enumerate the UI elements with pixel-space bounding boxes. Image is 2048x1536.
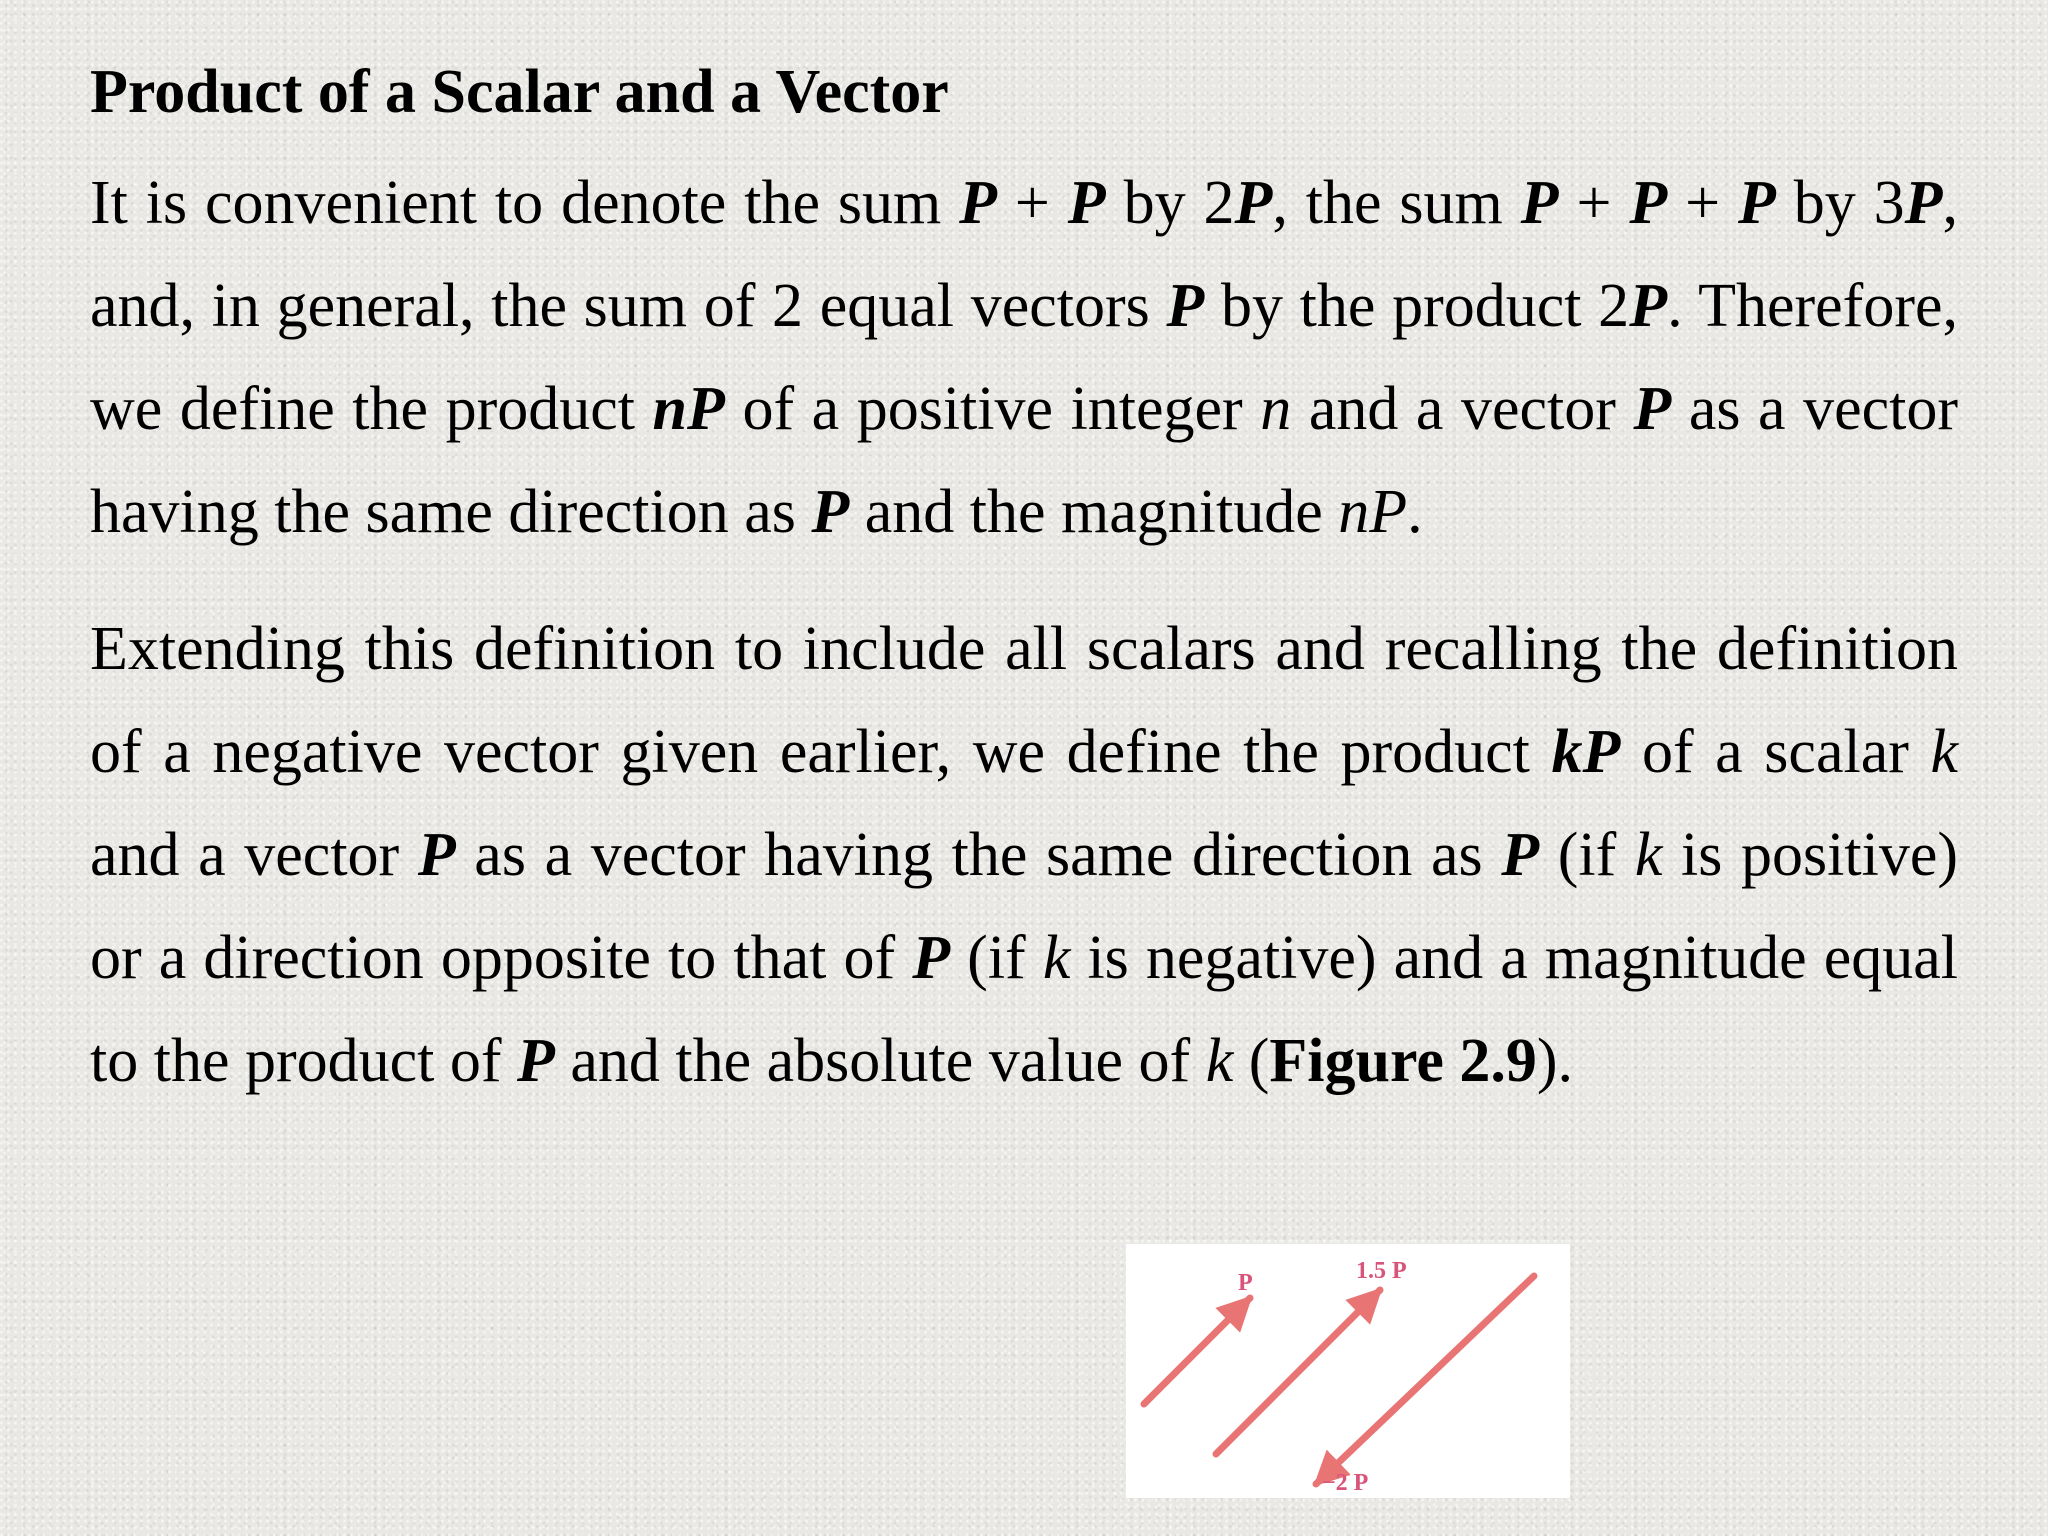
text: Extending this definition to include all scalars and recalling the definition of a negative vector given earlier, we define the product [90,615,1958,786]
vector-diagram [1126,1244,1570,1498]
text: , the sum [1272,169,1521,237]
text: of a positive integer [724,375,1261,443]
text: (if [1539,821,1635,889]
vector-symbol: P [1904,169,1943,237]
text: . [1407,478,1423,546]
vector-symbol: P [1501,821,1540,889]
text: , and, in general, the sum of 2 equal vectors [90,169,1959,340]
text: by 3 [1775,169,1905,237]
page-title: Product of a Scalar and a Vector [90,58,949,126]
vector-symbol: P [1234,169,1273,237]
text: and the absolute value of [554,1027,1206,1095]
vector-symbol: P [417,821,456,889]
vector-symbol: P [912,924,951,992]
operator: + [1558,169,1630,237]
text: is negative) and a magnitude equal to the product of [90,924,1958,1095]
label-minus-2p: −2 P [1322,1470,1369,1496]
text: (if [950,924,1043,992]
vector-symbol: P [1166,272,1205,340]
text: is positive) or a direction opposite to that of [90,821,1958,992]
vector-symbol: P [959,169,998,237]
arrow-1-5p [1216,1290,1380,1454]
figure-2-9 [1126,1244,1570,1498]
text: as a vector having the same direction as [455,821,1502,889]
paragraph-2 [90,598,1958,1113]
text: as a vector having the same direction as [90,375,1958,546]
text: . Therefore, we define the product [90,272,1958,443]
vector-symbol: P [1633,375,1672,443]
text: ). [1536,1027,1574,1095]
text: It is convenient to denote the sum [90,169,960,237]
scalar-symbol: k [1205,1027,1234,1095]
vector-symbol: nP [652,375,725,443]
vector-symbol: P [1629,272,1668,340]
text: ( [1233,1027,1270,1095]
scalar-symbol: k [1042,924,1071,992]
text: by 2 [1105,169,1235,237]
text: and a vector [1291,375,1634,443]
scalar-symbol: nP [1338,478,1408,546]
operator: + [997,169,1068,237]
vector-symbol: P [1067,169,1106,237]
slide-content [90,52,1958,1113]
arrow-p [1144,1298,1250,1404]
vector-symbol: P [811,478,850,546]
vector-symbol: P [1520,169,1559,237]
vector-symbol: P [1737,169,1776,237]
paragraph-1 [90,152,1958,564]
scalar-symbol: k [1634,821,1663,889]
vector-symbol: P [1629,169,1668,237]
figure-reference: Figure 2.9 [1269,1027,1537,1095]
arrow-minus-2p [1316,1276,1534,1484]
scalar-symbol: n [1260,375,1292,443]
label-1-5p: 1.5 P [1356,1258,1407,1284]
label-p: P [1238,1270,1253,1296]
text: of a scalar [1620,718,1931,786]
operator: + [1667,169,1738,237]
text: and the magnitude [849,478,1339,546]
scalar-symbol: k [1930,718,1958,786]
vector-symbol: kP [1551,718,1621,786]
text: by the product 2 [1204,272,1630,340]
vector-symbol: P [517,1027,555,1095]
text: and a vector [90,821,418,889]
